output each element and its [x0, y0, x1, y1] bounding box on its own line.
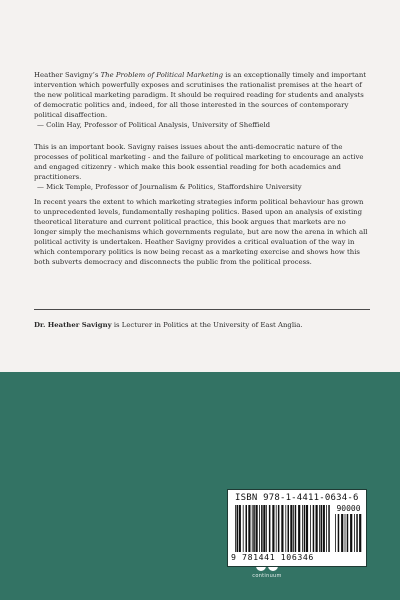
barcode-bars	[235, 505, 331, 552]
divider-line	[34, 309, 370, 310]
blurb-2	[34, 142, 370, 192]
blurb-1-text: Heather Savigny’s The Problem of Political Marketing is an exceptionally timely and important intervention which powerfully exposes and scrutinises the rationalist premises at the heart of the new political marketing paradigm. It should be required reading for students and analysts of democratic politics and, indeed, for all those interested in the sources of contemporary political disaffection.	[34, 71, 367, 119]
book-title: The Problem of Political Marketing	[100, 71, 224, 79]
author-role: is Lecturer in Politics at the University of East Anglia.	[111, 321, 303, 329]
publisher-name: continuum	[252, 573, 282, 579]
author-name: Dr. Heather Savigny	[34, 321, 112, 329]
blurb-1	[34, 70, 370, 130]
isbn-label: ISBN 978-1-4411-0634-6	[235, 493, 359, 503]
author-note	[34, 320, 370, 330]
blurb-2-text: This is an important book. Savigny raises issues about the anti-democratic nature of the processes of political marketing - and the failure of political marketing to encourage an active and engaged citizenry - which make this book essential reading for both academics and practitioners.	[34, 143, 364, 181]
addon-barcode-bars	[335, 514, 362, 552]
description-text: In recent years the extent to which marketing strategies inform political behaviour has grown to unprecedented levels, fundamentally reshaping politics. Based upon an analysis of existing theoretical literature and current political practice, this book argues that markets are no longer simply the mechanisms which governments regulate, but are now the arena in which all political activity is undertaken. Heather Savigny provides a critical evaluation of the way in which contemporary politics is now being recast as a marketing exercise and shows how this both subverts democracy and disconnects the public from the political process.	[34, 198, 368, 266]
book-description	[34, 197, 370, 267]
price-addon-number: 90000	[336, 504, 361, 513]
isbn-barcode	[227, 489, 367, 567]
ean-digits: 9 781441 106346	[231, 552, 314, 562]
blurb-1-attribution: — Colin Hay, Professor of Political Analysis, University of Sheffield	[37, 121, 271, 129]
blurb-2-attribution: — Mick Temple, Professor of Journalism & Politics, Staffordshire University	[37, 183, 302, 191]
